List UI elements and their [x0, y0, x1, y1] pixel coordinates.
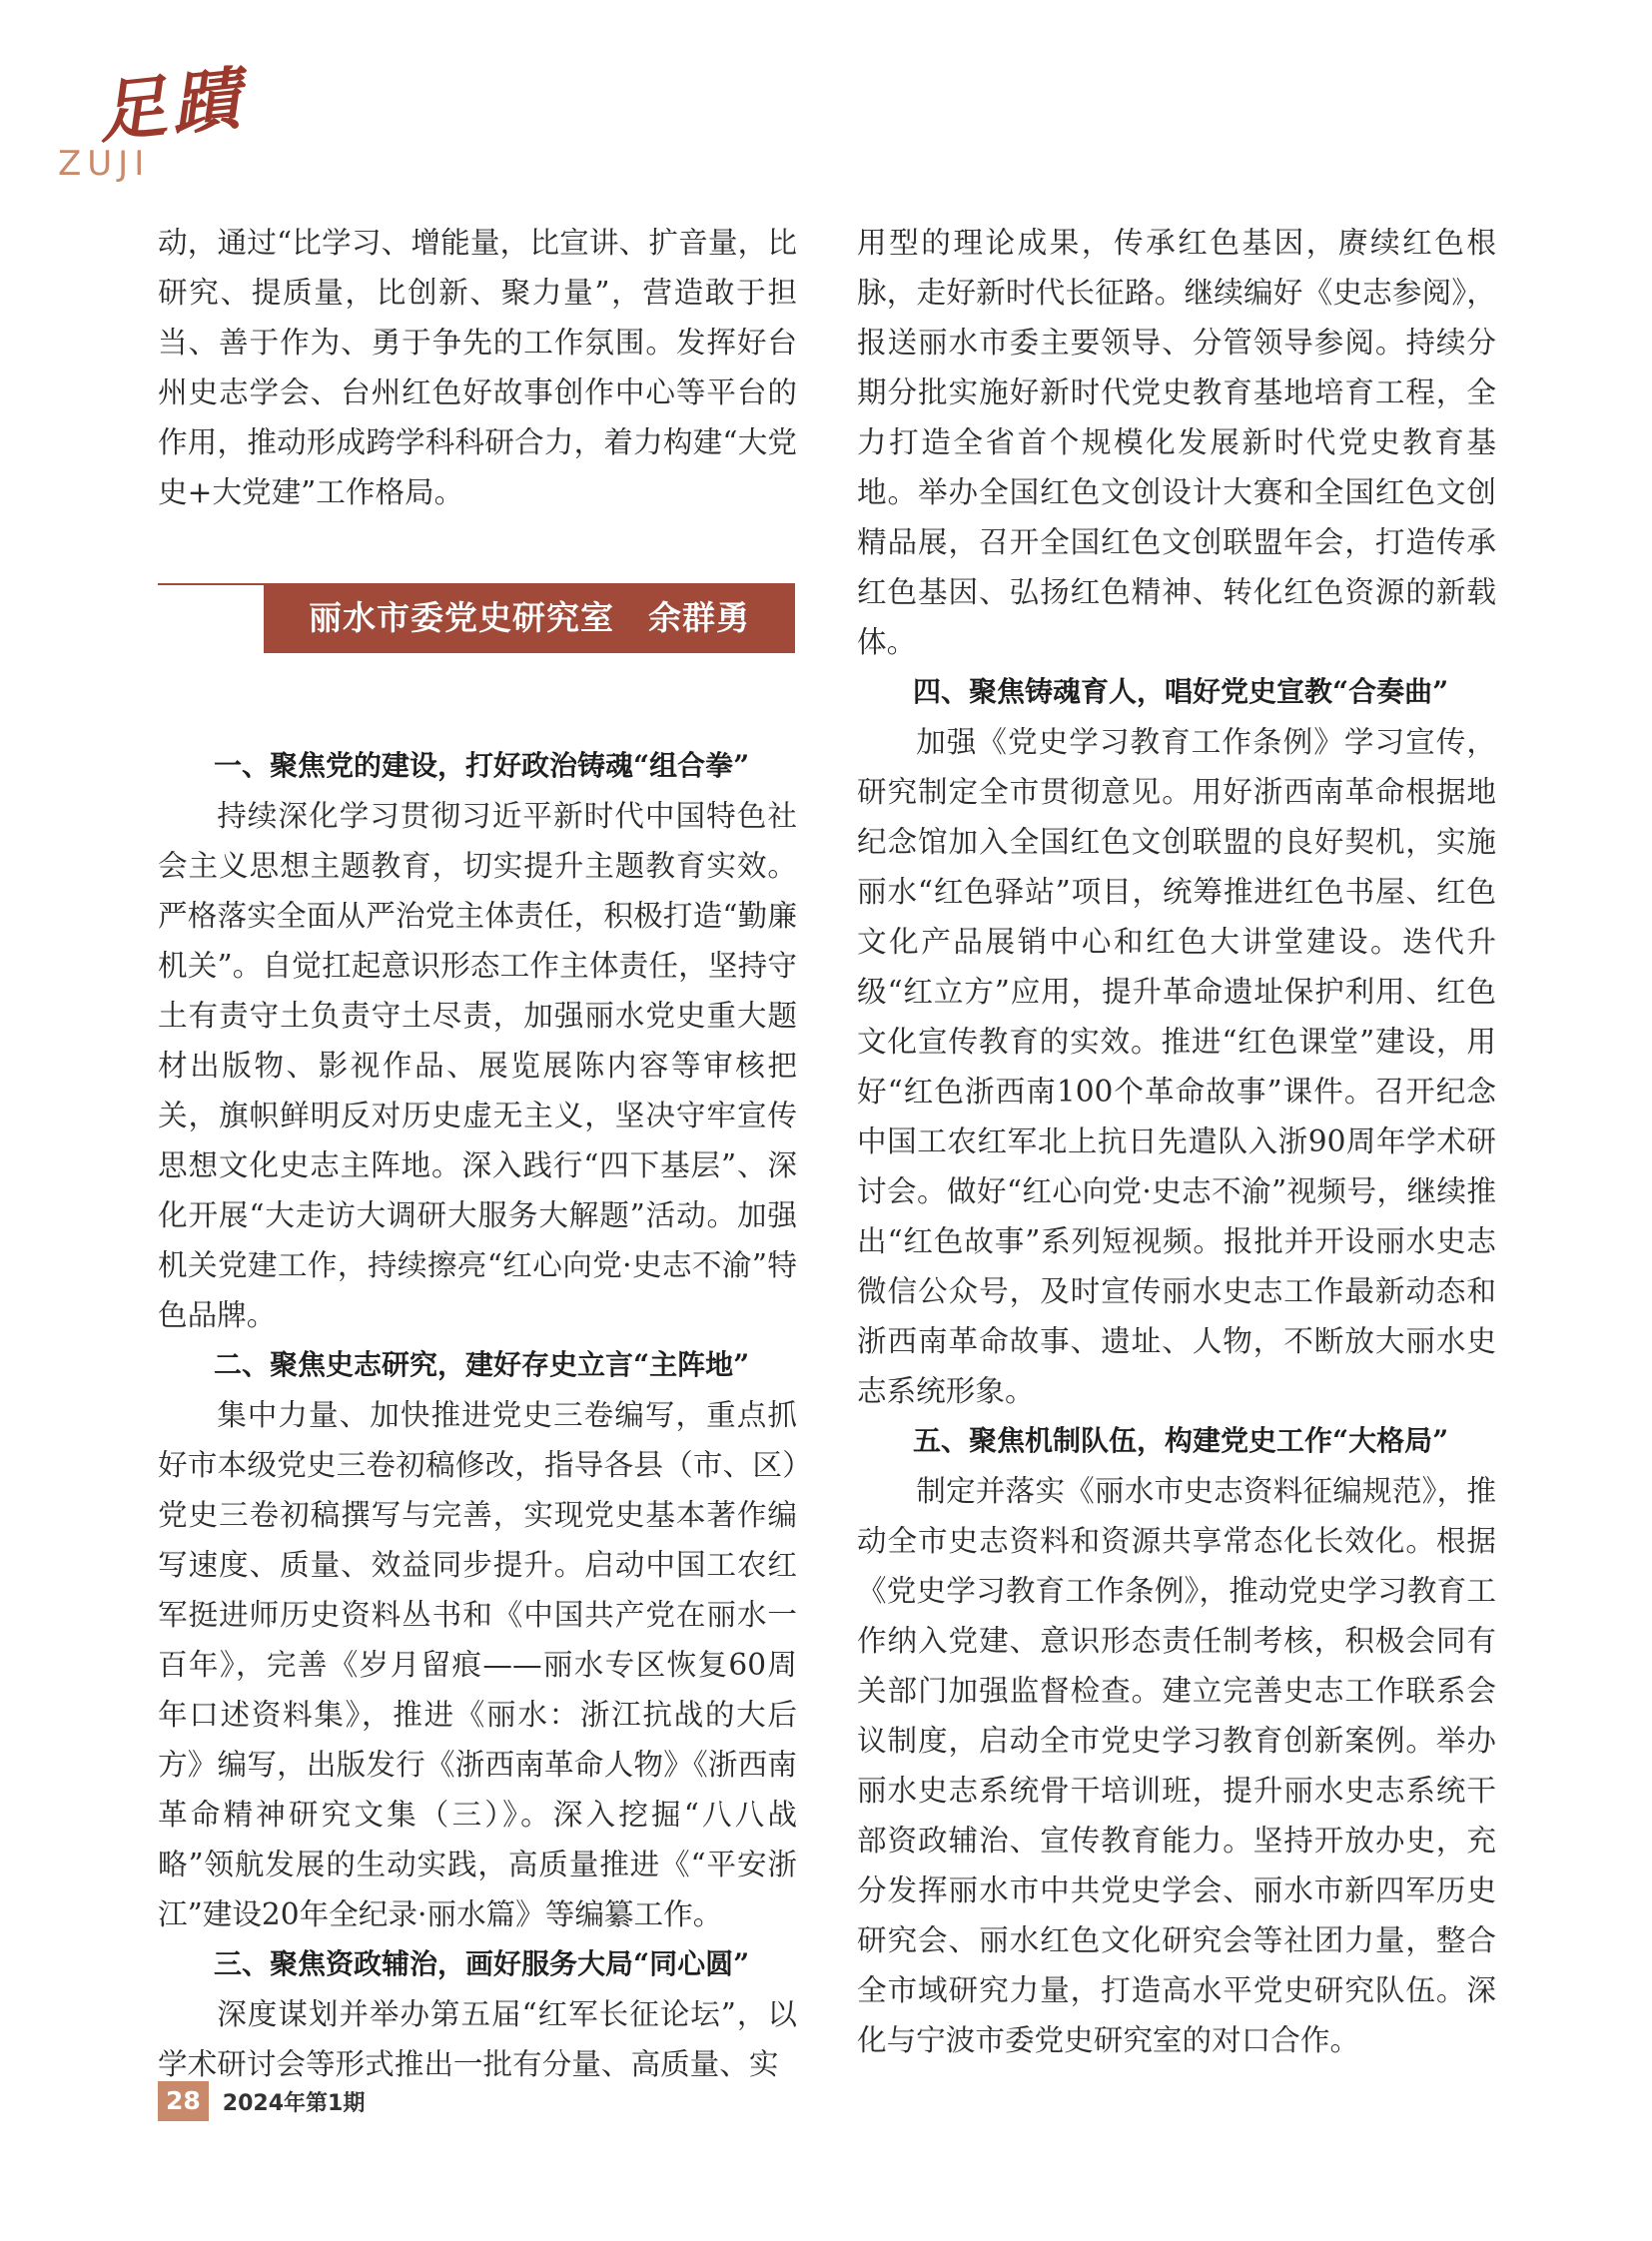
section-2-body: 集中力量、加快推进党史三卷编写，重点抓好市本级党史三卷初稿修改，指导各县（市、区）党史三卷初稿撰写与完善，实现党史基本著作编写速度、质量、效益同步提升。启动中国工农红军挺进师历史资料丛书和《中国共产党在丽水一百年》，完善《岁月留痕——丽水专区恢复60周年口述资料集》，推进《丽水：浙江抗战的大后方》编写，出版发行《浙西南革命人物》《浙西南革命精神研究文集（三）》。深入挖掘“八八战略”领航发展的生动实践，高质量推进《“平安浙江”建设20年全纪录·丽水篇》等编纂工作。: [158, 1398, 797, 1931]
section-4-body: 加强《党史学习教育工作条例》学习宣传，研究制定全市贯彻意见。用好浙西南革命根据地纪念馆加入全国红色文创联盟的良好契机，实施丽水“红色驿站”项目，统筹推进红色书屋、红色文化产品展销中心和红色大讲堂建设。迭代升级“红立方”应用，提升革命遗址保护利用、红色文化宣传教育的实效。推进“红色课堂”建设，用好“红色浙西南100个革命故事”课件。召开纪念中国工农红军北上抗日先遣队入浙90周年学术研讨会。做好“红心向党·史志不渝”视频号，继续推出“红色故事”系列短视频。报批并开设丽水史志微信公众号，及时宣传丽水史志工作最新动态和浙西南革命故事、遗址、人物，不断放大丽水史志系统形象。: [857, 725, 1496, 1408]
page-footer: [158, 2081, 365, 2121]
section-3-body: 深度谋划并举办第五届“红军长征论坛”，以学术研讨会等形式推出一批有分量、高质量、实: [158, 1997, 797, 2081]
section-3-continued: 用型的理论成果，传承红色基因，赓续红色根脉，走好新时代长征路。继续编好《史志参阅》，报送丽水市委主要领导、分管领导参阅。持续分期分批实施好新时代党史教育基地培育工程，全力打造全省首个规模化发展新时代党史教育基地。举办全国红色文创设计大赛和全国红色文创精品展，召开全国红色文创联盟年会，打造传承红色基因、弘扬红色精神、转化红色资源的新载体。: [857, 226, 1496, 659]
author-name: 丽水市委党史研究室 余群勇: [264, 583, 795, 653]
intro-paragraph: 动，通过“比学习、增能量，比宣讲、扩音量，比研究、提质量，比创新、聚力量”，营造敢于担当、善于作为、勇于争先的工作氛围。发挥好台州史志学会、台州红色好故事创作中心等平台的作用，推动形成跨学科科研合力，着力构建“大党史+大党建”工作格局。: [158, 226, 797, 509]
section-4-heading: 四、聚焦铸魂育人，唱好党史宣教“合奏曲”: [913, 675, 1449, 708]
section-1-heading: 一、聚焦党的建设，打好政治铸魂“组合拳”: [214, 749, 750, 782]
page-number: 28: [158, 2081, 209, 2121]
section-5-body: 制定并落实《丽水市史志资料征编规范》，推动全市史志资料和资源共享常态化长效化。根据《党史学习教育工作条例》，推动党史学习教育工作纳入党建、意识形态责任制考核，积极会同有关部门加强监督检查。建立完善史志工作联系会议制度，启动全市党史学习教育创新案例。举办丽水史志系统骨干培训班，提升丽水史志系统干部资政辅治、宣传教育能力。坚持开放办史，充分发挥丽水市中共党史学会、丽水市新四军历史研究会、丽水红色文化研究会等社团力量，整合全市域研究力量，打造高水平党史研究队伍。深化与宁波市委党史研究室的对口合作。: [857, 1474, 1496, 2057]
section-5-heading: 五、聚焦机制队伍，构建党史工作“大格局”: [913, 1424, 1449, 1457]
section-2-heading: 二、聚焦史志研究，建好存史立言“主阵地”: [214, 1348, 750, 1381]
logo-chinese: 足蹟: [94, 58, 250, 154]
left-column: [158, 218, 797, 2089]
issue-label: 2024年第1期: [222, 2090, 366, 2116]
section-1-body: 持续深化学习贯彻习近平新时代中国特色社会主义思想主题教育，切实提升主题教育实效。严格落实全面从严治党主体责任，积极打造“勤廉机关”。自觉扛起意识形态工作主体责任，坚持守土有责守土负责守土尽责，加强丽水党史重大题材出版物、影视作品、展览展陈内容等审核把关，旗帜鲜明反对历史虚无主义，坚决守牢宣传思想文化史志主阵地。深入践行“四下基层”、深化开展“大走访大调研大服务大解题”活动。加强机关党建工作，持续擦亮“红心向党·史志不渝”特色品牌。: [158, 799, 797, 1332]
logo-latin: ZUJI: [58, 144, 151, 184]
section-3-heading: 三、聚焦资政辅治，画好服务大局“同心圆”: [214, 1947, 750, 1980]
author-rule: [158, 583, 268, 585]
author-banner: [158, 583, 797, 713]
magazine-logo: [58, 58, 250, 196]
right-column: [857, 218, 1496, 2065]
